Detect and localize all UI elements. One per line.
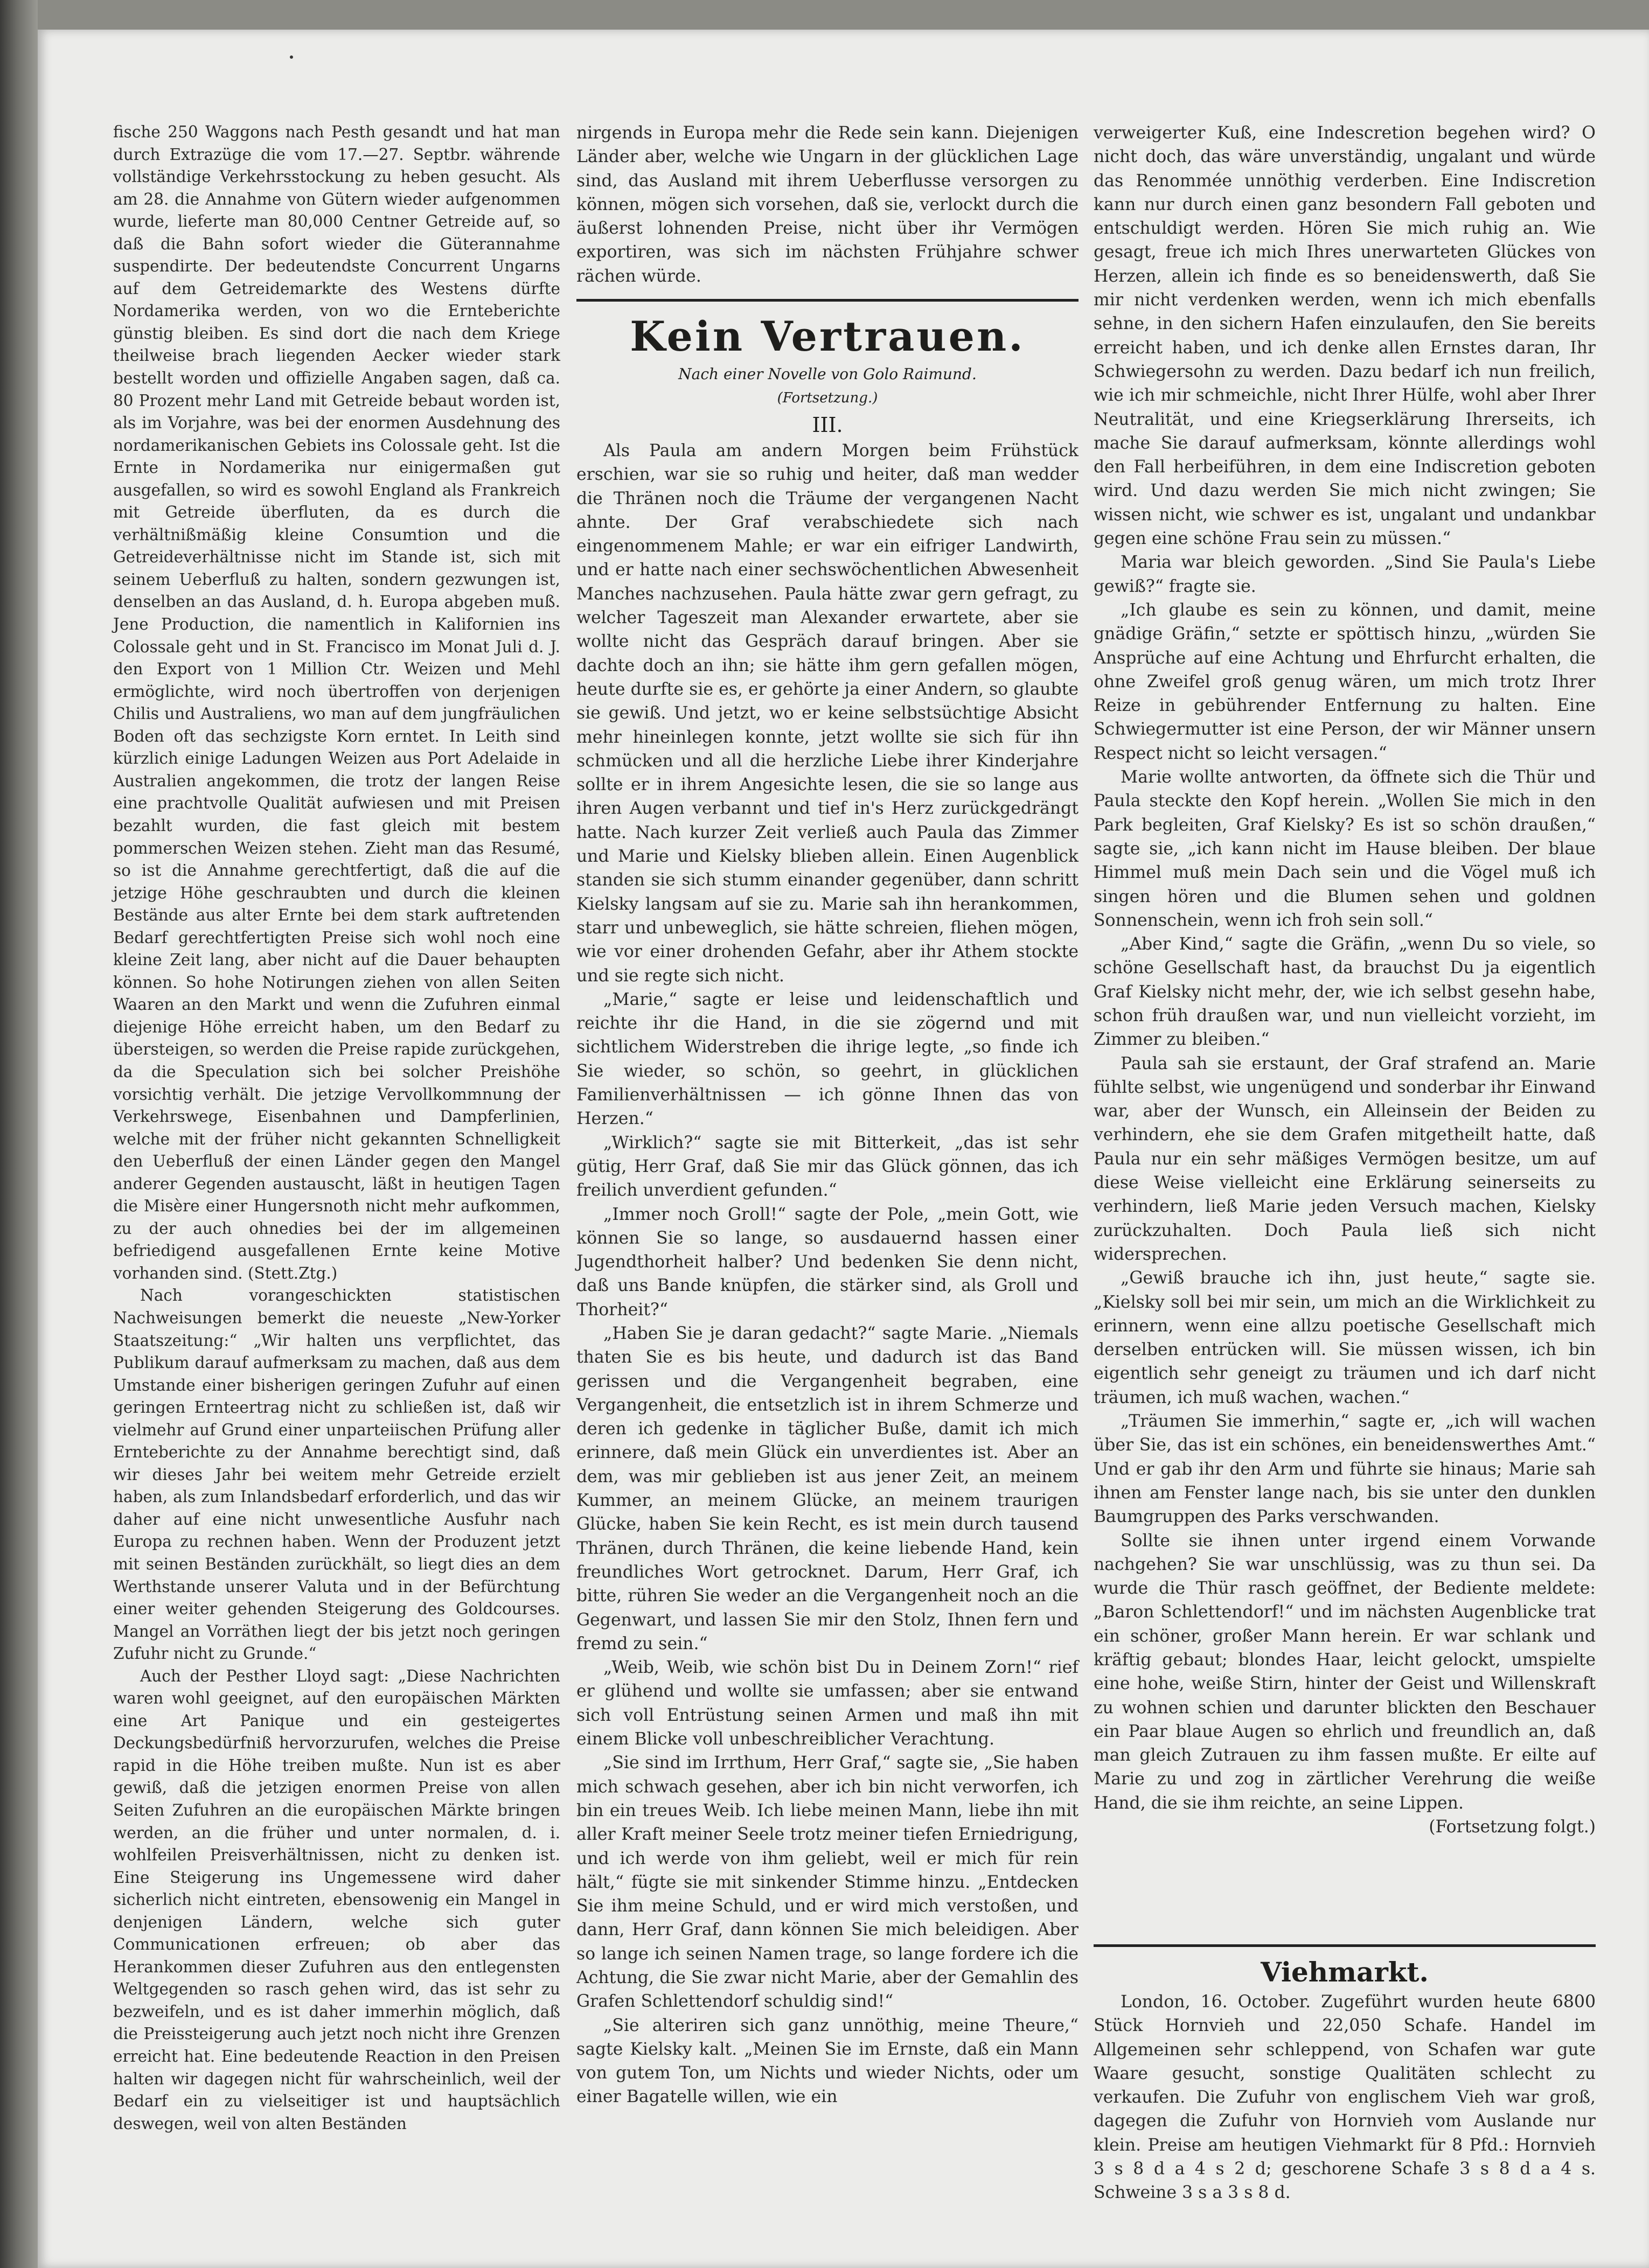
story-title: Kein Vertrauen. <box>630 312 1025 360</box>
col3-paragraph-6: Paula sah sie erstaunt, der Graf strafend an. Marie fühlte selbst, wie ungenügend und sonderbar ihr Einwand war, aber der Wunsch, ein Alleinsein der Beiden zu verhindern, ehe sie dem Grafen mitgetheilt hatte, daß Paula nur ein sehr mäßiges Vermögen besitze, um auf diese Weise vielleicht eine Erklärung seinerseits zu verhindern, ließ Marie jeden Versuch machen, Kielsky zurückzuhalten. Doch Paula ließ sich nicht widersprechen. <box>1094 1053 1596 1264</box>
col2-story-paragraph-4: „Immer noch Groll!“ sagte der Pole, „mein Gott, wie können Sie so lange, so ausdauernd hassen einer Jugendthorheit halber? Und bedenken Sie denn nicht, daß uns Bande knüpfen, die stärker sind, als Groll und Thorheit?“ <box>576 1204 1079 1320</box>
newspaper-page <box>38 30 1649 2268</box>
market-report <box>1094 1990 1596 2205</box>
col2-story-paragraph-5: „Haben Sie je daran gedacht?“ sagte Marie. „Niemals thaten Sie es bis heute, und dadurch ist das Band gerissen und die Vergangenheit begraben, eine Vergangenheit, die entsetzlich ist in ihrem Schmerze und deren ich gedenke in täglicher Buße, damit ich mich erinnere, daß mein Glück ein unverdientes ist. Aber an dem, was mir geblieben ist aus jener Zeit, an meinem Kummer, an meinem Glücke, an meinem traurigen Glücke, haben Sie kein Recht, es ist mein durch tausend Thränen, durch Thränen, die keine liebende Hand, kein freundliches Wort getrocknet. Darum, Herr Graf, ich bitte, rühren Sie weder an die Vergangenheit noch an die Gegenwart, und lassen Sie mir den Stolz, Ihnen fern und fremd zu sein.“ <box>576 1323 1079 1653</box>
col3-paragraph-5: „Aber Kind,“ sagte die Gräfin, „wenn Du so viele, so schöne Gesellschaft hast, da brauchst Du ja eigentlich Graf Kielsky nicht mehr, der, wie ich selbst gesehn habe, schon früh draußen war, und nun vielleicht vorzieht, im Zimmer zu bleiben.“ <box>1094 934 1596 1050</box>
section-rule-story <box>576 299 1079 302</box>
col1-paragraph-1: fische 250 Waggons nach Pesth gesandt und hat man durch Extrazüge die vom 17.—27. Septbr. währende vollständige Verkehrsstockung zu heben gesucht. Als am 28. die Annahme von Gütern wieder aufgenommen wurde, lieferte man 80,000 Centner Getreide auf, so daß die Bahn sofort wieder die Güterannahme suspendirte. Der bedeutendste Concurrent Ungarns auf dem Getreidemarkte des Westens dürfte Nordamerika werden, von wo die Ernteberichte günstig bleiben. Es sind dort die nach dem Kriege theilweise brach liegenden Aecker wieder stark bestellt worden und offizielle Angaben sagen, daß ca. 80 Prozent mehr Land mit Getreide bebaut worden ist, als im Vorjahre, was bei der enormen Ausdehnung des nordamerikanischen Gebiets ins Colossale geht. Ist die Ernte in Nordamerika nur einigermaßen gut ausgefallen, so wird es sowohl England als Frankreich mit Getreide überfluten, da es durch die verhältnißmäßig kleine Consumtion und die Getreideverhältnisse nicht im Stande ist, sich mit seinem Ueberfluß zu halten, sondern gezwungen ist, denselben an das Ausland, d. h. Europa abgeben muß. Jene Production, die namentlich in Kalifornien ins Colossale geht und in St. Francisco im Monat Juli d. J. den Export von 1 Million Ctr. Weizen und Mehl ermöglichte, wird noch übertroffen von derjenigen Chilis und Australiens, wo man auf dem jungfräulichen Boden oft das sechzigste Korn erntet. In Leith sind kürzlich einige Ladungen Weizen aus Port Adelaide in Australien angekommen, die trotz der langen Reise eine prachtvolle Qualität aufwiesen und mit Preisen bezahlt wurden, die fast gleich mit bestem pommerschen Weizen stehen. Zieht man das Resumé, so ist die Annahme gerechtfertigt, daß die auf die jetzige Höhe geschraubten und durch die kleinen Bestände aus alter Ernte bei dem stark auftretenden Bedarf gerechtfertigten Preise sich wohl noch eine kleine Zeit lang, aber nicht auf die Dauer behaupten können. So hohe Notirungen ziehen von allen Seiten Waaren an den Markt und wenn die Zufuhren einmal diejenige Höhe erreicht haben, um den Bedarf zu übersteigen, so werden die Preise rapide zurückgehen, da die Speculation sich bei solcher Preishöhe vorsichtig verhält. Die jetzige Vervollkommnung der Verkehrswege, Eisenbahnen und Dampferlinien, welche mit der früher nicht gekannten Schnelligkeit den Ueberfluß der einen Länder gegen den Mangel anderer Gegenden austauscht, läßt in heutigen Tagen die Misère einer Hungersnoth nicht mehr aufkommen, zu der auch ohnedies bei der im allgemeinen befriedigend ausgefallenen Ernte keine Motive vorhanden sind. (Stett.Ztg.) <box>113 123 560 1282</box>
story-chapter: III. <box>812 413 843 437</box>
col1-paragraph-2: Nach vorangeschickten statistischen Nachweisungen bemerkt die neueste „New-Yorker Staatszeitung:“ „Wir halten uns verpflichtet, das Publikum darauf aufmerksam zu machen, daß aus dem Umstande einer bisherigen geringen Zufuhr auf einen geringen Ernteertrag nicht zu schließen ist, daß wir vielmehr auf Grund einer unparteiischen Prüfung aller Ernteberichte zu der Annahme berechtigt sind, daß wir dieses Jahr bei weitem mehr Getreide erzielt haben, als zum Inlandsbedarf erforderlich, und das wir daher auf eine nicht unwesentliche Ausfuhr nach Europa zu rechnen haben. Wenn der Produzent jetzt mit seinen Beständen zurückhält, so liegt dies an dem Werthstande unserer Valuta und in der Befürchtung einer weiter gehenden Steigerung des Goldcourses. Mangel an Vorräthen liegt der bis jetzt noch geringen Zufuhr nicht zu Grunde.“ <box>113 1286 560 1663</box>
story-continued-note: (Fortsetzung.) <box>777 390 878 406</box>
market-text: London, 16. October. Zugeführt wurden heute 6800 Stück Hornvieh und 22,050 Schafe. Handel im Allgemeinen sehr schleppend, von Schafen war gute Waare gesucht, sonstige Qualitäten schlecht zu verkaufen. Die Zufuhr von englischem Vieh war groß, dagegen die Zufuhr von Hornvieh vom Auslande nur klein. Preise am heutigen Viehmarkt für 8 Pfd.: Hornvieh 3 s 8 d a 4 s 2 d; geschorene Schafe 3 s 8 d a 4 s. Schweine 3 s a 3 s 8 d. <box>1094 1992 1596 2203</box>
col2-top-paragraph: nirgends in Europa mehr die Rede sein kann. Diejenigen Länder aber, welche wie Ungarn in der glücklichen Lage sind, das Ausland mit ihrem Ueberflusse versorgen zu können, mögen sich vorsehen, daß sie, verlockt durch die äußerst lohnenden Preise, nicht über ihr Vermögen exportiren, was sich im nächsten Frühjahre schwer rächen würde. <box>576 123 1079 286</box>
col2-story-paragraph-3: „Wirklich?“ sagte sie mit Bitterkeit, „das ist sehr gütig, Herr Graf, daß Sie mir das Glück gönnen, das ich freilich unverdient gefunden.“ <box>576 1133 1079 1201</box>
col3-paragraph-2: Maria war bleich geworden. „Sind Sie Paula's Liebe gewiß?“ fragte sie. <box>1094 553 1596 596</box>
col2-story-paragraph-6: „Weib, Weib, wie schön bist Du in Deinem Zorn!“ rief er glühend und wollte sie umfassen; aber sie entwand sich voll Entrüstung seinen Armen und maß ihn mit einem Blicke voll unbeschreiblicher Verachtung. <box>576 1658 1079 1749</box>
col3-paragraph-8: „Träumen Sie immerhin,“ sagte er, „ich will wachen über Sie, das ist ein schönes, ein beneidenswerthes Amt.“ Und er gab ihr den Arm und führte sie hinaus; Marie sah ihnen am Fenster lange nach, bis sie unter den dunklen Baumgruppen des Parks verschwanden. <box>1094 1412 1596 1527</box>
col3-paragraph-3: „Ich glaube es sein zu können, und damit, meine gnädige Gräfin,“ setzte er spöttisch hinzu, „würden Sie Ansprüche auf eine Achtung und Ehrfurcht erhalten, die ohne Zweifel groß genug wären, um mich trotz Ihrer Reize in gebührender Entfernung zu halten. Eine Schwiegermutter ist eine Person, der wir Männer unsern Respect nicht so leicht versagen.“ <box>1094 600 1596 763</box>
col3-paragraph-9: Sollte sie ihnen unter irgend einem Vorwande nachgehen? Sie war unschlüssig, was zu thun sei. Da wurde die Thür rasch geöffnet, der Bediente meldete: „Baron Schlettendorf!“ und im nächsten Augenblicke trat ein schöner, großer Mann herein. Er war schlank und kräftig gebaut; blondes Haar, leicht gelockt, umspielte eine hohe, weiße Stirn, hinter der Geist und Willenskraft zu wohnen schien und darunter blickten den Beschauer ein Paar blaue Augen so ehrlich und freundlich an, daß man gleich Zutrauen zu ihm fassen mußte. Er eilte auf Marie zu und zog in zärtlicher Verehrung die weiße Hand, die sie ihm reichte, an seine Lippen. <box>1094 1531 1596 1813</box>
section-rule-market <box>1094 1944 1596 1947</box>
col3-paragraph-7: „Gewiß brauche ich ihn, just heute,“ sagte sie. „Kielsky soll bei mir sein, um mich an die Wirklichkeit zu erinnern, wenn eine allzu poetische Gesellschaft mich derselben entrücken will. Sie müssen wissen, ich bin eigentlich sehr geneigt zu träumen und ich darf nicht träumen, ich muß wachen, wachen.“ <box>1094 1268 1596 1407</box>
col3-paragraph-10: (Fortsetzung folgt.) <box>1429 1817 1596 1837</box>
print-speck <box>290 55 293 59</box>
col1-paragraph-3: Auch der Pesther Lloyd sagt: „Diese Nachrichten waren wohl geeignet, auf den europäischen Märkten eine Art Panique und ein gesteigertes Deckungsbedürfniß hervorzurufen, welches die Preise rapid in die Höhe treiben mußte. Nun ist es aber gewiß, daß die jetzigen enormen Preise von allen Seiten Zufuhren an die europäischen Märkte bringen werden, an die früher und unter normalen, d. i. wohlfeilen Preisverhältnissen, nicht zu denken ist. Eine Steigerung ins Ungemessene wird daher sicherlich nicht eintreten, ebensowenig ein Mangel in denjenigen Ländern, welche sich guter Communicationen erfreuen; ob aber das Herankommen dieser Zufuhren aus den entlegensten Weltgegenden so rasch gehen wird, das ist sehr zu bezweifeln, und es ist daher immerhin möglich, daß die Preissteigerung auch jetzt noch nicht ihre Grenzen erreicht hat. Eine bedeutende Reaction in den Preisen halten wir dagegen nicht für wahrscheinlich, weil der Bedarf ein zu vielseitiger ist und hauptsächlich deswegen, weil von alten Beständen <box>113 1666 560 2133</box>
col2-story-paragraph-2: „Marie,“ sagte er leise und leidenschaftlich und reichte ihr die Hand, in die sie zögernd und mit sichtlichem Widerstreben die ihrige legte, „so finde ich Sie wieder, so schön, so geehrt, in glücklichen Familienverhältnissen — ich gönne Ihnen das von Herzen.“ <box>576 989 1079 1129</box>
column-2-story <box>576 439 1079 2109</box>
column-2 <box>576 121 1079 288</box>
col2-story-paragraph-1: Als Paula am andern Morgen beim Frühstück erschien, war sie so ruhig und heiter, daß man wedder die Thränen noch die Träume der vergangenen Nacht ahnte. Der Graf verabschiedete sich nach eingenommenem Mahle; er war ein eifriger Landwirth, und er hatte nach einer sechswöchentlichen Abwesenheit Manches nachzusehen. Paula hätte zwar gern gefragt, zu welcher Tageszeit man Alexander erwartete, aber sie wollte nicht das Gespräch darauf bringen. Aber sie dachte doch an ihn; sie hätte ihm gern gefallen mögen, heute durfte sie es, er gehörte ja einer Andern, so glaubte sie gewiß. Und jetzt, wo er keine selbstsüchtige Absicht mehr hineinlegen konnte, jetzt wollte sie sich für ihn schmücken und all die herzliche Liebe ihrer Kinderjahre sollte er in ihrem Angesichte lesen, die sie so lange aus ihren Augen verbannt und tief in's Herz zurückgedrängt hatte. Nach kurzer Zeit verließ auch Paula das Zimmer und Marie und Kielsky blieben allein. Einen Augenblick standen sie sich stumm einander gegenüber, dann schritt Kielsky langsam auf sie zu. Marie sah ihn herankommen, starr und unbeweglich, sie hätte schreien, fliehen mögen, wie vor einer drohenden Gefahr, aber ihr Athem stockte und sie regte sich nicht. <box>576 441 1079 986</box>
col3-paragraph-1: verweigerter Kuß, eine Indescretion begehen wird? O nicht doch, das wäre unverständig, ungalant und würde das Renommée unnöthig verderben. Eine Indiscretion kann nur durch einen ganz besondern Fall geboten und entschuldigt werden. Hören Sie mich ruhig an. Wie gesagt, freue ich mich Ihres unerwarteten Glückes von Herzen, allein ich finde es so beneidenswerth, daß Sie mir nicht verdenken werden, wenn ich mich ebenfalls sehne, in den sichern Hafen einzulaufen, den Sie bereits erreicht haben, und ich denke allen Ernstes daran, Ihr Schwiegersohn zu werden. Dazu bedarf ich nun freilich, wie ich mir schmeichle, nicht Ihrer Hülfe, wohl aber Ihrer Neutralität, und eine Kriegserklärung Ihrerseits, ich mache Sie darauf aufmerksam, könnte allerdings wohl den Fall herbeiführen, in dem eine Indiscretion geboten wird. Und dazu werden Sie mich nicht zwingen; Sie wissen nicht, wie schwer es ist, ungalant und undankbar gegen eine schöne Frau sein zu müssen.“ <box>1094 123 1596 549</box>
market-title: Viehmarkt. <box>1261 1956 1429 1988</box>
story-byline: Nach einer Novelle von Golo Raimund. <box>678 365 977 383</box>
col2-story-paragraph-7: „Sie sind im Irrthum, Herr Graf,“ sagte sie, „Sie haben mich schwach gesehen, aber ich bin nicht verworfen, ich bin ein treues Weib. Ich liebe meinen Mann, liebe ihn mit aller Kraft meiner Seele trotz meiner tiefen Erniedrigung, und ich werde von ihm geliebt, weil er mich für rein hält,“ fügte sie mit sinkender Stimme hinzu. „Entdecken Sie ihm meine Schuld, und er wird mich verstoßen, und dann, Herr Graf, dann können Sie mich beleidigen. Aber so lange ich seinen Namen trage, so lange fordere ich die Achtung, die Sie zwar nicht Marie, aber der Gemahlin des Grafen Schlettendorf schuldig sind!“ <box>576 1753 1079 2012</box>
col3-paragraph-4: Marie wollte antworten, da öffnete sich die Thür und Paula steckte den Kopf herein. „Wollen Sie mich in den Park begleiten, Graf Kielsky? Es ist so schön draußen,“ sagte sie, „ich kann nicht im Hause bleiben. Der blaue Himmel muß mein Dach sein und die Vögel muß ich singen hören und die Blumen sehen und goldnen Sonnenschein, wenn ich froh sein soll.“ <box>1094 767 1596 930</box>
page-gutter-shadow <box>0 0 38 2268</box>
column-3 <box>1094 121 1596 1839</box>
column-1 <box>113 121 560 2135</box>
col2-story-paragraph-8: „Sie alteriren sich ganz unnöthig, meine Theure,“ sagte Kielsky kalt. „Meinen Sie im Ernste, daß ein Mann von gutem Ton, um Nichts und wieder Nichts, oder um einer Bagatelle willen, wie ein <box>576 2015 1079 2107</box>
